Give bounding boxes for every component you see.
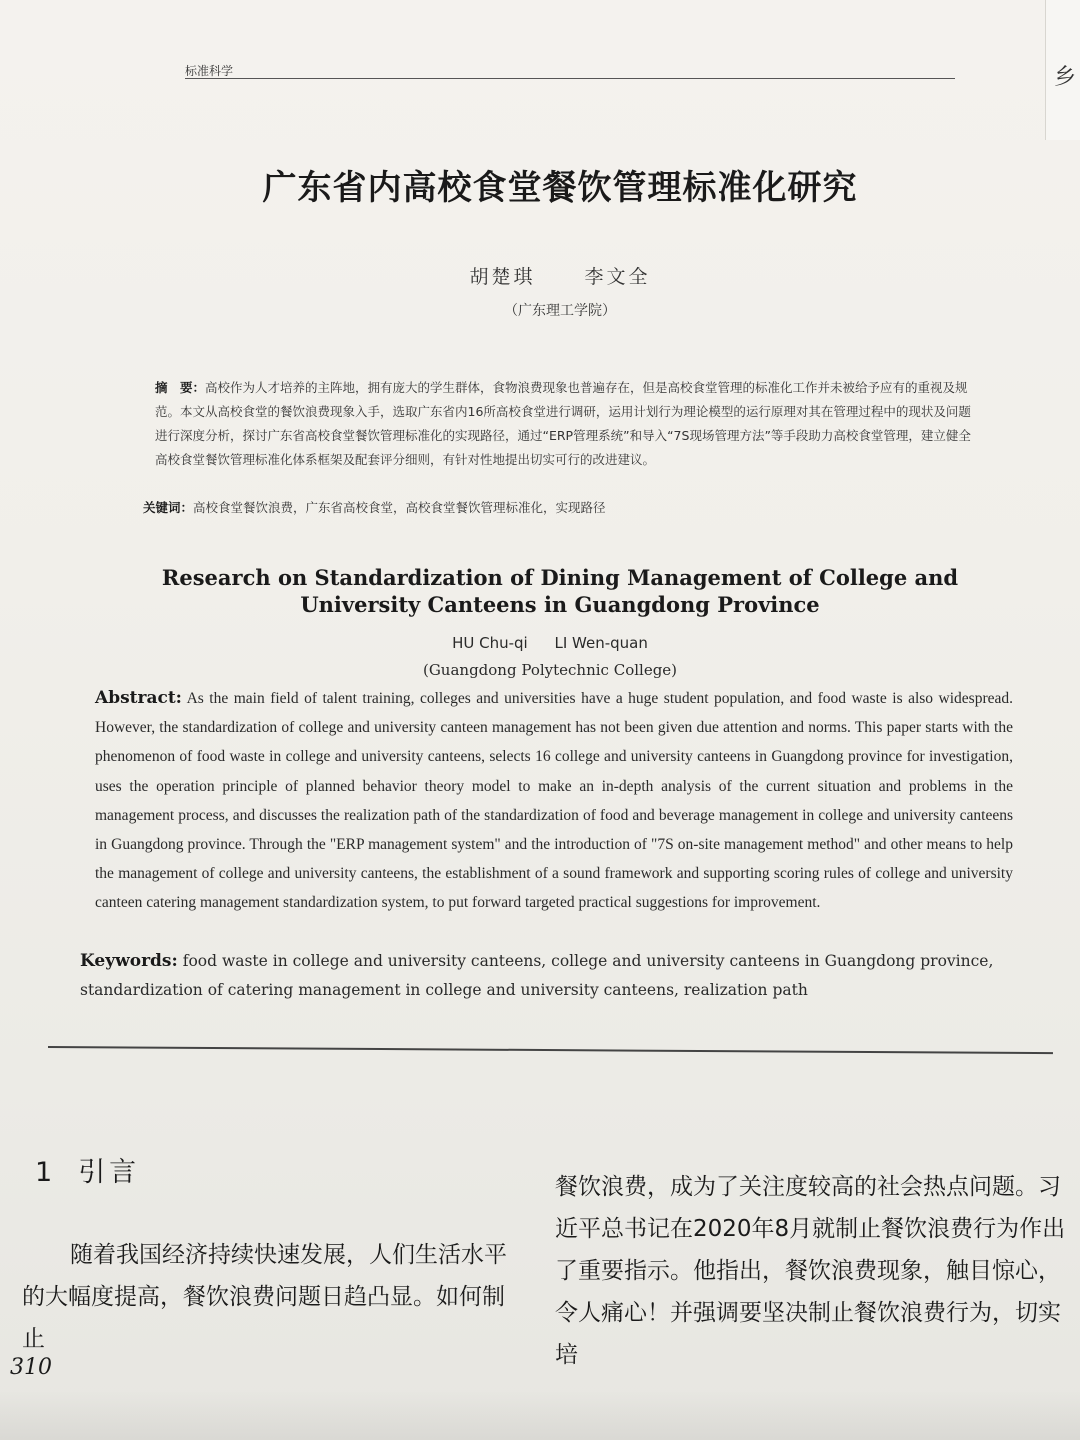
section-number: 1	[35, 1157, 57, 1188]
section-title: 引言	[78, 1157, 141, 1188]
page-shadow	[0, 1390, 1080, 1440]
running-header	[185, 62, 955, 79]
author-en-1: HU Chu-qi	[452, 634, 528, 652]
author-cn-2: 李文全	[584, 266, 651, 288]
abstract-cn-label: 摘 要：	[155, 380, 206, 395]
section-heading	[35, 1150, 140, 1189]
keywords-en-label: Keywords:	[80, 951, 178, 971]
authors-english	[300, 634, 800, 652]
title-chinese: 广东省内高校食堂餐饮管理标准化研究	[262, 168, 858, 208]
keywords-chinese	[143, 497, 973, 519]
affiliation-chinese: （广东理工学院）	[504, 303, 616, 319]
body-paragraph-right: 餐饮浪费，成为了关注度较高的社会热点问题。习近平总书记在2020年8月就制止餐饮浪费行为作出了重要指示。他指出，餐饮浪费现象，触目惊心，令人痛心！并强调要坚决制止餐饮浪费行为，切实培	[555, 1174, 1066, 1368]
abstract-en-text: As the main field of talent training, colleges and universities have a huge student population, and food waste is also widespread. However, the standardization of college and university canteen management has not been given due attention and norms. This paper starts with the phenomenon of food waste in college and university canteens, selects 16 college and university canteens in Guangdong province for investigation, uses the operation principle of planned behavior theory model to make an in-depth analysis of the current situation and problems in the management process, and discusses the realization path of the standardization of food and beverage management in college and university canteens in Guangdong province. Through the "ERP management system" and the introduction of "7S on-site management method" and other means to help the management of college and university canteens, the establishment of a sound framework and supporting scoring rules of college and university canteen catering management standardization system, to put forward targeted practical suggestions for improvement.	[95, 690, 1013, 912]
author-cn-1: 胡楚琪	[469, 266, 536, 288]
journal-name: 标准科学	[185, 64, 234, 78]
affiliation-english: (Guangdong Polytechnic College)	[422, 661, 678, 679]
body-paragraph-left: 随着我国经济持续快速发展，人们生活水平的大幅度提高，餐饮浪费问题日趋凸显。如何制止	[22, 1242, 507, 1352]
abstract-english	[95, 684, 1013, 918]
author-en-2: LI Wen-quan	[554, 634, 648, 652]
adjacent-page-edge	[1045, 0, 1080, 140]
adjacent-page-glyph: 乡	[1054, 65, 1077, 90]
keywords-cn-text: 高校食堂餐饮浪费，广东省高校食堂，高校食堂餐饮管理标准化，实现路径	[193, 500, 606, 515]
page-number: 310	[10, 1355, 52, 1380]
keywords-cn-label: 关键词：	[143, 500, 194, 515]
keywords-english	[80, 947, 1020, 1005]
keywords-en-text: food waste in college and university canteens, college and university canteens in Guangdong province, standardization of catering management in college and university canteens, realization path	[80, 952, 994, 999]
abstract-en-label: Abstract:	[95, 688, 182, 708]
section-divider	[48, 1046, 1053, 1054]
abstract-chinese	[155, 376, 975, 472]
abstract-cn-text: 高校作为人才培养的主阵地，拥有庞大的学生群体，食物浪费现象也普遍存在，但是高校食堂管理的标准化工作并未被给予应有的重视及规范。本文从高校食堂的餐饮浪费现象入手，选取广东省内16所高校食堂进行调研，运用计划行为理论模型的运行原理对其在管理过程中的现状及问题进行深度分析，探讨广东省高校食堂餐饮管理标准化的实现路径，通过“ERP管理系统”和导入“7S现场管理方法”等手段助力高校食堂管理，建立健全高校食堂餐饮管理标准化体系框架及配套评分细则，有针对性地提出切实可行的改进建议。	[155, 380, 971, 467]
authors-chinese	[300, 262, 820, 289]
title-english: Research on Standardization of Dining Management of College and University Canteens in Guangdong Province	[161, 565, 959, 617]
